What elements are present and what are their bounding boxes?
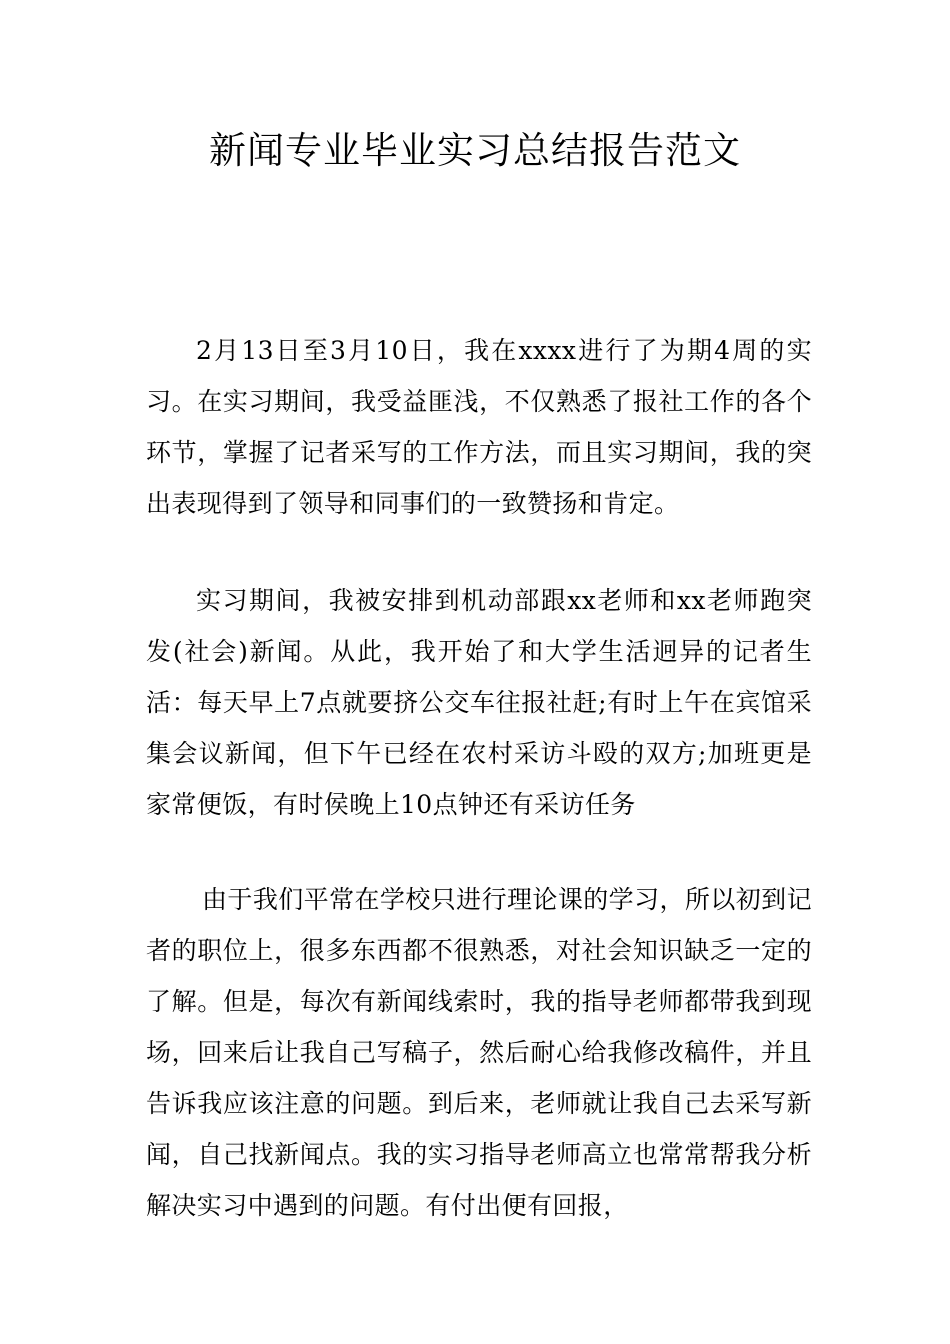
paragraph-2: 实习期间，我被安排到机动部跟xx老师和xx老师跑突发(社会)新闻。从此，我开始了和大学生活迥异的记者生活：每天早上7点就要挤公交车往报社赶;有时上午在宾馆采集会议新闻，但下午已经在农村采访斗殴的双方;加班更是家常便饭，有时侯晚上10点钟还有采访任务 — [146, 586, 812, 819]
paragraph-1: 2月13日至3月10日，我在xxxx进行了为期4周的实习。在实习期间，我受益匪浅，不仅熟悉了报社工作的各个环节，掌握了记者采写的工作方法，而且实习期间，我的突出表现得到了领导和同事们的一致赞扬和肯定。 — [146, 336, 812, 518]
paragraph-3: 由于我们平常在学校只进行理论课的学习，所以初到记者的职位上，很多东西都不很熟悉，对社会知识缺乏一定的了解。但是，每次有新闻线索时，我的指导老师都带我到现场，回来后让我自己写稿子，然后耐心给我修改稿件，并且告诉我应该注意的问题。到后来，老师就让我自己去采写新闻，自己找新闻点。我的实习指导老师高立也常常帮我分析解决实习中遇到的问题。有付出便有回报， — [146, 885, 812, 1220]
document-title: 新闻专业毕业实习总结报告范文 — [209, 129, 741, 172]
